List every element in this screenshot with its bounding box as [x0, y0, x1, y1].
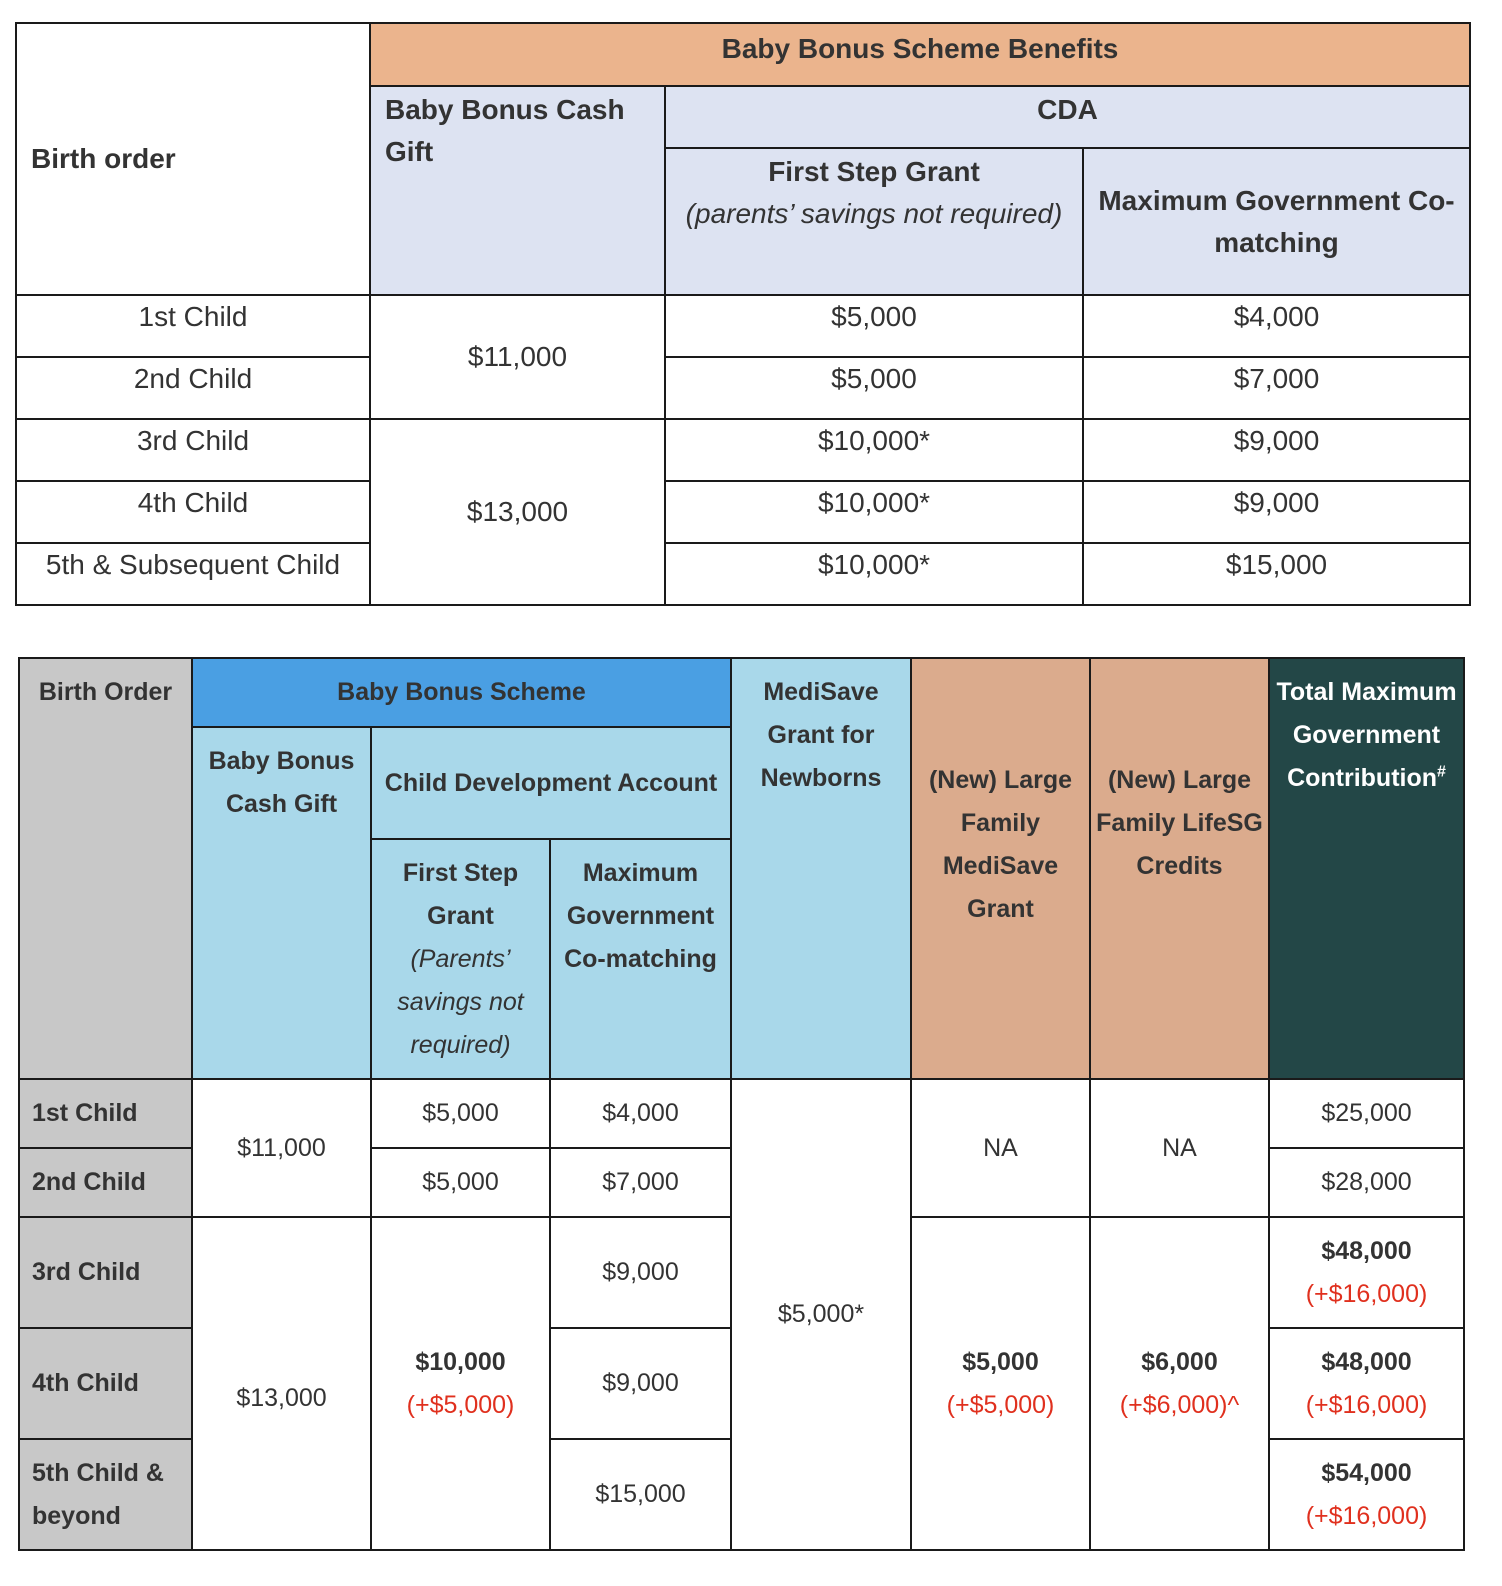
baby-bonus-scheme-header: Baby Bonus Scheme: [192, 658, 731, 727]
baby-bonus-benefits-table: [15, 22, 1471, 606]
comatching-header: Maximum Government Co-matching: [1083, 148, 1470, 295]
first-step-increase: (+$5,000): [406, 1390, 515, 1419]
enhanced-benefits-table: [18, 657, 1465, 1551]
birth-order-cell: 4th Child: [16, 481, 370, 543]
first-step-cell: $10,000*: [665, 419, 1083, 481]
birth-order-cell: 4th Child: [19, 1328, 192, 1439]
cash-gift-cell: $11,000: [192, 1079, 371, 1217]
medisave-grant-header: MediSave Grant for Newborns: [731, 658, 911, 1079]
lf-lifesg-header: (New) Large Family LifeSG Credits: [1090, 658, 1269, 1079]
first-step-cell: $10,000*: [665, 543, 1083, 605]
birth-order-cell: 2nd Child: [16, 357, 370, 419]
total-value: $48,000: [1321, 1236, 1412, 1265]
cda-header: CDA: [665, 86, 1470, 148]
total-value: $54,000: [1321, 1458, 1412, 1487]
first-step-grant-title: First Step Grant: [402, 859, 519, 930]
birth-order-header: Birth order: [16, 23, 370, 295]
comatching-cell: $15,000: [550, 1439, 731, 1550]
comatching-cell: $15,000: [1083, 543, 1470, 605]
birth-order-cell: 1st Child: [19, 1079, 192, 1148]
comatching-header: Maximum Government Co-matching: [550, 839, 731, 1079]
comatching-cell: $4,000: [550, 1079, 731, 1148]
lf-medisave-value: $5,000: [962, 1347, 1039, 1376]
comatching-cell: $9,000: [550, 1328, 731, 1439]
first-step-grant-title: First Step Grant: [768, 156, 980, 187]
birth-order-cell: 5th Child & beyond: [19, 1439, 192, 1550]
total-cell: [1269, 1328, 1464, 1439]
first-step-cell: $5,000: [665, 295, 1083, 357]
birth-order-cell: 2nd Child: [19, 1148, 192, 1217]
first-step-cell: $10,000*: [665, 481, 1083, 543]
cda-header: Child Development Account: [371, 727, 731, 839]
lf-medisave-cell: NA: [911, 1079, 1090, 1217]
comatching-cell: $7,000: [550, 1148, 731, 1217]
comatching-cell: $7,000: [1083, 357, 1470, 419]
lf-lifesg-cell: [1090, 1217, 1269, 1550]
total-increase: (+$16,000): [1305, 1501, 1428, 1530]
first-step-grant-header: [665, 148, 1083, 295]
total-contribution-title: Total Maximum Government Contribution: [1276, 678, 1457, 792]
lf-medisave-increase: (+$5,000): [946, 1390, 1055, 1419]
lf-medisave-header: (New) Large Family MediSave Grant: [911, 658, 1090, 1079]
total-cell: $25,000: [1269, 1079, 1464, 1148]
cash-gift-cell: $13,000: [192, 1217, 371, 1550]
cash-gift-cell: $13,000: [370, 419, 665, 605]
birth-order-cell: 3rd Child: [16, 419, 370, 481]
lf-lifesg-increase: (+$6,000)^: [1119, 1390, 1240, 1419]
birth-order-cell: 5th & Subsequent Child: [16, 543, 370, 605]
lf-medisave-cell: [911, 1217, 1090, 1550]
comatching-cell: $4,000: [1083, 295, 1470, 357]
lf-lifesg-cell: NA: [1090, 1079, 1269, 1217]
total-increase: (+$16,000): [1305, 1279, 1428, 1308]
total-contribution-footnote-mark: #: [1437, 763, 1446, 781]
birth-order-cell: 1st Child: [16, 295, 370, 357]
first-step-value: $10,000: [415, 1347, 506, 1376]
first-step-cell: $5,000: [371, 1079, 550, 1148]
comatching-cell: $9,000: [550, 1217, 731, 1328]
cash-gift-header: Baby Bonus Cash Gift: [370, 86, 665, 295]
first-step-cell: [371, 1217, 550, 1550]
table-title: Baby Bonus Scheme Benefits: [370, 23, 1470, 86]
first-step-grant-note: (parents’ savings not required): [685, 198, 1063, 229]
medisave-grant-cell: $5,000*: [731, 1079, 911, 1550]
cash-gift-cell: $11,000: [370, 295, 665, 419]
cash-gift-header: Baby Bonus Cash Gift: [192, 727, 371, 1079]
first-step-cell: $5,000: [665, 357, 1083, 419]
total-value: $48,000: [1321, 1347, 1412, 1376]
first-step-grant-note: (Parents’ savings not required): [397, 945, 524, 1059]
total-cell: [1269, 1439, 1464, 1550]
first-step-grant-header: [371, 839, 550, 1079]
total-increase: (+$16,000): [1305, 1390, 1428, 1419]
total-cell: [1269, 1217, 1464, 1328]
total-contribution-header: [1269, 658, 1464, 1079]
birth-order-header: Birth Order: [19, 658, 192, 1079]
lf-lifesg-value: $6,000: [1141, 1347, 1218, 1376]
comatching-cell: $9,000: [1083, 481, 1470, 543]
total-cell: $28,000: [1269, 1148, 1464, 1217]
birth-order-cell: 3rd Child: [19, 1217, 192, 1328]
comatching-cell: $9,000: [1083, 419, 1470, 481]
first-step-cell: $5,000: [371, 1148, 550, 1217]
